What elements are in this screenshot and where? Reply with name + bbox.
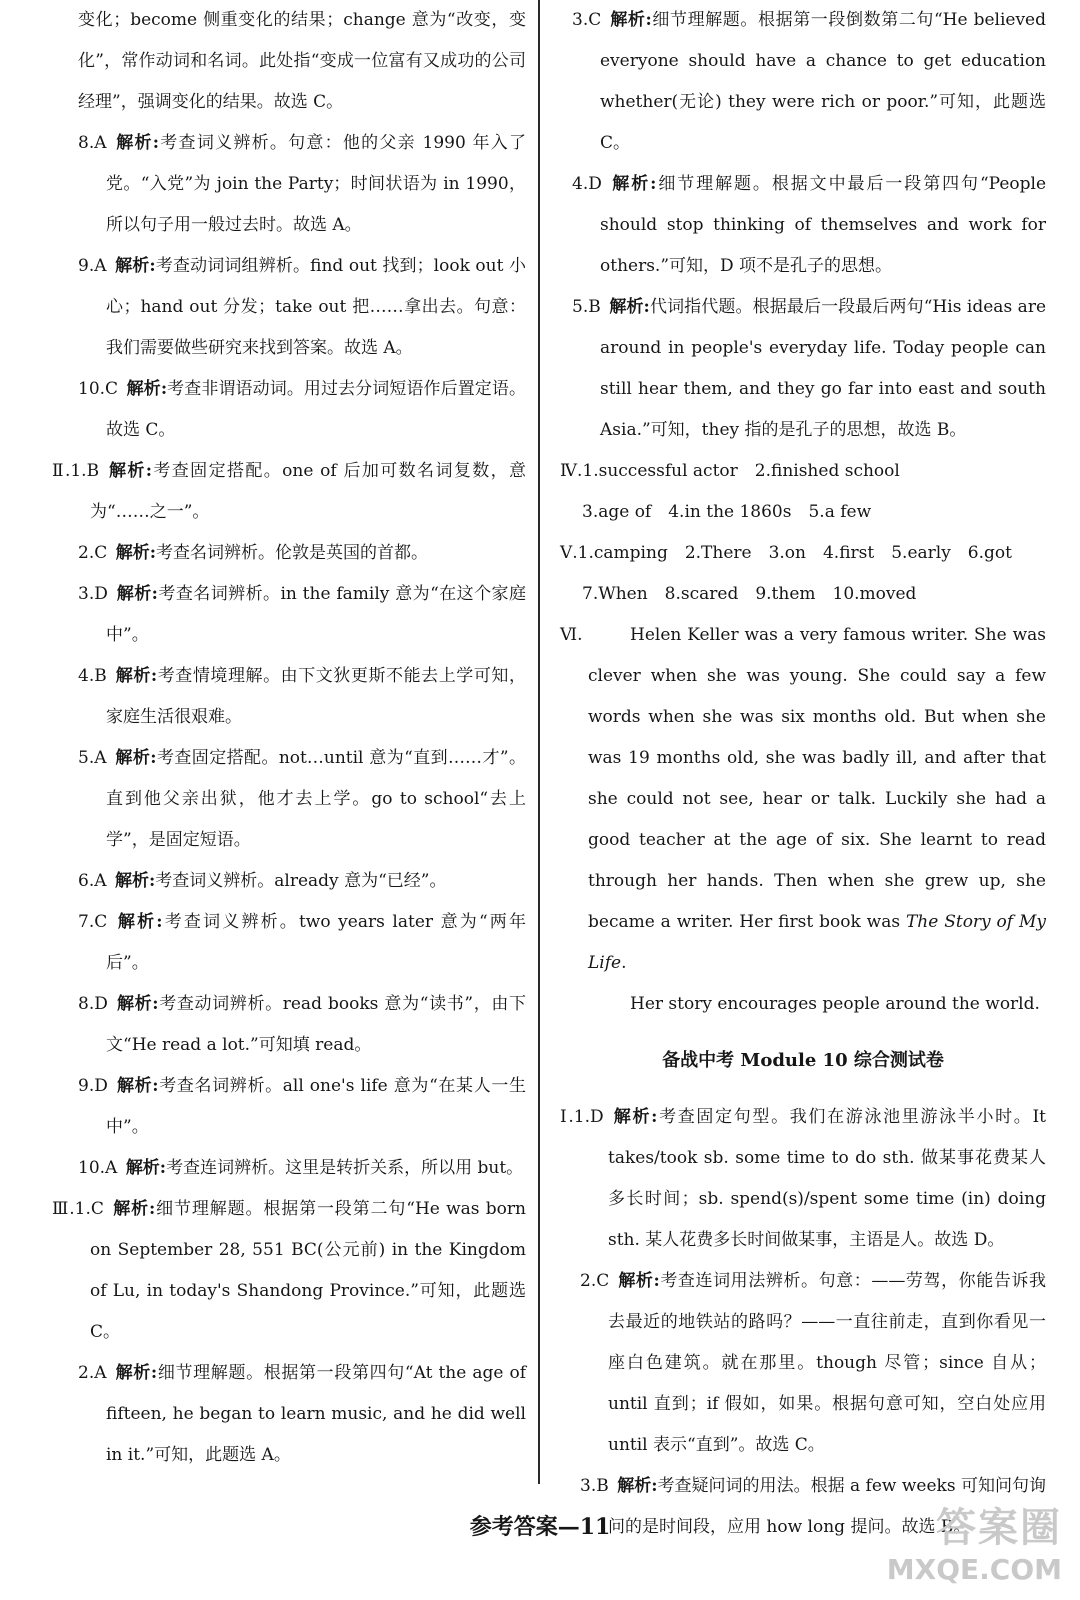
- answer-label: 解析:: [115, 912, 163, 932]
- answer-text: 考查疑问词的用法。根据 a few weeks 可知问句询问的是时间段，应用 how long 提问。故选 B。: [608, 1476, 1046, 1537]
- answer-number: 3.C: [572, 10, 602, 30]
- answer-number: 8.A: [78, 133, 107, 153]
- answer-label: 解析:: [116, 584, 158, 604]
- watermark-title: 答案圈: [936, 1505, 1062, 1551]
- answer-label: 解析:: [115, 543, 157, 563]
- left-column: [52, 0, 527, 1476]
- answer-number: 9.D: [78, 1076, 108, 1096]
- answer-text: 考查名词辨析。in the family 意为“在这个家庭中”。: [106, 584, 526, 645]
- answer-entry: [560, 287, 1046, 451]
- answer-number: 3.B: [580, 1476, 609, 1496]
- answer-label: 解析:: [115, 133, 160, 153]
- section-4-answers: [560, 451, 1046, 533]
- answer-text: 考查动词辨析。read books 意为“读书”，由下文“He read a lot.”可知填 read。: [106, 994, 526, 1055]
- answer-text: 考查词义辨析。already 意为“已经”。: [155, 871, 447, 891]
- essay-book-title: The Story of My Life: [588, 912, 1046, 973]
- answer-label: 解析:: [609, 297, 650, 317]
- answer-text: 考查固定搭配。not…until 意为“直到……才”。直到他父亲出狱，他才去上学。go to school“去上学”，是固定短语。: [106, 748, 527, 850]
- answer-entry: [56, 656, 526, 738]
- answer-number: Ⅰ.1.D: [560, 1107, 604, 1127]
- answer-number: 5.B: [572, 297, 601, 317]
- answer-text: 细节理解题。根据第一段第二句“He was born on September 28, 551 BC(公元前) in the Kingdom of Lu, in today's Shandong Province.”可知，此题选 C。: [90, 1199, 526, 1342]
- answer-text: 细节理解题。根据文中最后一段第四句“People should stop thinking of themselves and work for others.”可知，D 项不是孔子的思想。: [600, 174, 1047, 276]
- right-column: [560, 0, 1046, 1548]
- answer-number: 4.B: [78, 666, 107, 686]
- section-4-line-1: Ⅳ.1.successful actor 2.finished school: [560, 461, 900, 481]
- answer-number: 5.A: [78, 748, 107, 768]
- answer-text: 考查固定搭配。one of 后加可数名词复数，意为“……之一”。: [90, 461, 527, 522]
- answer-entry: [560, 1261, 1046, 1466]
- answer-label: 解析:: [115, 748, 157, 768]
- answer-text: 细节理解题。根据第一段倒数第二句“He believed everyone should have a chance to get education whether(无论) they were rich or poor.”可知，此题选 C。: [600, 10, 1046, 153]
- answer-number: Ⅲ.1.C: [52, 1199, 104, 1219]
- section-5-answers: [560, 533, 1046, 615]
- answer-number: 6.A: [78, 871, 107, 891]
- essay-paragraph-2: [560, 984, 1046, 1025]
- answer-entry: [56, 738, 526, 861]
- answer-entry: [52, 451, 527, 533]
- answer-text: 考查词义辨析。句意：他的父亲 1990 年入了党。“入党”为 join the Party；时间状语为 in 1990，所以句子用一般过去时。故选 A。: [106, 133, 526, 235]
- answer-entry: [56, 984, 526, 1066]
- answer-number: 10.C: [78, 379, 119, 399]
- answer-number: 2.A: [78, 1363, 107, 1383]
- module-answer-list: [560, 1097, 1046, 1548]
- answer-entry: [56, 0, 526, 123]
- watermark-logo: [884, 1496, 1062, 1592]
- answer-text: 细节理解题。根据第一段第四句“At the age of fifteen, he began to learn music, and he did well in it.”可知，此题选 A。: [106, 1363, 526, 1465]
- answer-entry: [56, 902, 526, 984]
- answer-label: 解析:: [116, 1076, 159, 1096]
- essay-text-1-end: .: [621, 953, 627, 973]
- answer-text: 考查动词词组辨析。find out 找到；look out 小心；hand out 分发；take out 把……拿出去。句意：我们需要做些研究来找到答案。故选 A。: [106, 256, 526, 358]
- answer-number: 3.D: [78, 584, 108, 604]
- answer-text: 考查固定句型。我们在游泳池里游泳半小时。It takes/took sb. some time to do sth. 做某事花费某人多长时间；sb. spend(s)/spent some time (in) doing sth. 某人花费多长时间做某事，主语是人。故选 D。: [608, 1107, 1046, 1250]
- essay-text-1: Helen Keller was a very famous writer. She was clever when she was young. She could say a few words when she was six months old. But when she was 19 months old, she was badly ill, and after that she could not see, hear or talk. Luckily she had a good teacher at the age of six. She learnt to read through her hands. Then when she grew up, she became a writer. Her first book was: [588, 625, 1046, 932]
- answer-text: 考查情境理解。由下文狄更斯不能去上学可知，家庭生活很艰难。: [106, 666, 526, 727]
- answer-entry: [56, 533, 526, 574]
- answer-label: 解析:: [125, 1158, 167, 1178]
- answer-label: 解析:: [115, 666, 158, 686]
- section-6-essay: [560, 615, 1046, 1025]
- answer-entry: [560, 0, 1046, 164]
- column-divider: [538, 0, 540, 1484]
- answer-entry: [56, 369, 526, 451]
- answer-label: 解析:: [115, 1363, 158, 1383]
- answer-label: 解析:: [112, 1199, 156, 1219]
- section-5-line-2: 7.When 8.scared 9.them 10.moved: [582, 584, 917, 604]
- answer-entry: [56, 1148, 526, 1189]
- answer-entry: [52, 1189, 526, 1353]
- answer-number: 2.C: [580, 1271, 610, 1291]
- answer-text: 变化；become 侧重变化的结果；change 意为“改变，变化”，常作动词和名词。此处指“变成一位富有又成功的公司经理”，强调变化的结果。故选 C。: [78, 10, 526, 112]
- left-column-body: [52, 0, 527, 1476]
- answer-label: 解析:: [116, 994, 159, 1014]
- answer-number: 9.A: [78, 256, 107, 276]
- section-5-line-1: Ⅴ.1.camping 2.There 3.on 4.first 5.early 6.got: [560, 543, 1012, 563]
- section-6-label: Ⅵ.: [560, 625, 583, 645]
- answer-entry: [56, 123, 526, 246]
- answer-label: 解析:: [107, 461, 153, 481]
- answer-number: 2.C: [78, 543, 108, 563]
- answer-label: 解析:: [115, 871, 156, 891]
- answer-entry: [560, 1097, 1046, 1261]
- answer-number: 10.A: [78, 1158, 118, 1178]
- answer-entry: [56, 1353, 526, 1476]
- answer-text: 考查名词辨析。伦敦是英国的首都。: [156, 543, 429, 563]
- answer-text: 考查词义辨析。two years later 意为“两年后”。: [106, 912, 526, 973]
- answer-label: 解析:: [609, 10, 652, 30]
- essay-paragraph-1: [560, 615, 1046, 984]
- answer-label: 解析:: [617, 1476, 658, 1496]
- answer-number: 8.D: [78, 994, 108, 1014]
- watermark-url: MXQE.COM: [886, 1553, 1062, 1586]
- right-answer-list: [560, 0, 1046, 451]
- answer-number: 4.D: [572, 174, 602, 194]
- answer-text: 考查连词用法辨析。句意：——劳驾，你能告诉我去最近的地铁站的路吗？——一直往前走，直到你看见一座白色建筑。就在那里。though 尽管；since 自从；until 直到；if 假如，如果。根据句意可知，空白处应用 until 表示“直到”。故选 C。: [608, 1271, 1047, 1455]
- answer-entry: [56, 246, 526, 369]
- module-heading: 备战中考 Module 10 综合测试卷: [662, 1050, 944, 1071]
- answer-label: 解析:: [617, 1271, 660, 1291]
- section-4-line-2: 3.age of 4.in the 1860s 5.a few: [582, 502, 872, 522]
- answer-number: 7.C: [78, 912, 108, 932]
- essay-text-2: Her story encourages people around the world.: [630, 994, 1040, 1014]
- answer-text: 考查名词辨析。all one's life 意为“在某人一生中”。: [106, 1076, 526, 1137]
- answer-entry: [56, 1066, 526, 1148]
- answer-label: 解析:: [115, 256, 156, 276]
- answer-entry: [560, 164, 1046, 287]
- page-footer: 参考答案—11: [469, 1514, 611, 1540]
- answer-entry: [56, 574, 526, 656]
- answer-text: 考查连词辨析。这里是转折关系，所以用 but。: [166, 1158, 524, 1178]
- answer-entry: [56, 861, 526, 902]
- answer-text: 考查非谓语动词。用过去分词短语作后置定语。故选 C。: [106, 379, 526, 440]
- answer-label: 解析:: [610, 174, 657, 194]
- answer-label: 解析:: [126, 379, 168, 399]
- answer-number: Ⅱ.1.B: [52, 461, 100, 481]
- answer-label: 解析:: [612, 1107, 658, 1127]
- answer-text: 代词指代题。根据最后一段最后两句“His ideas are around in people's everyday life. Today people can still hear them, and they go far into east and south Asia.”可知，they 指的是孔子的思想，故选 B。: [600, 297, 1047, 440]
